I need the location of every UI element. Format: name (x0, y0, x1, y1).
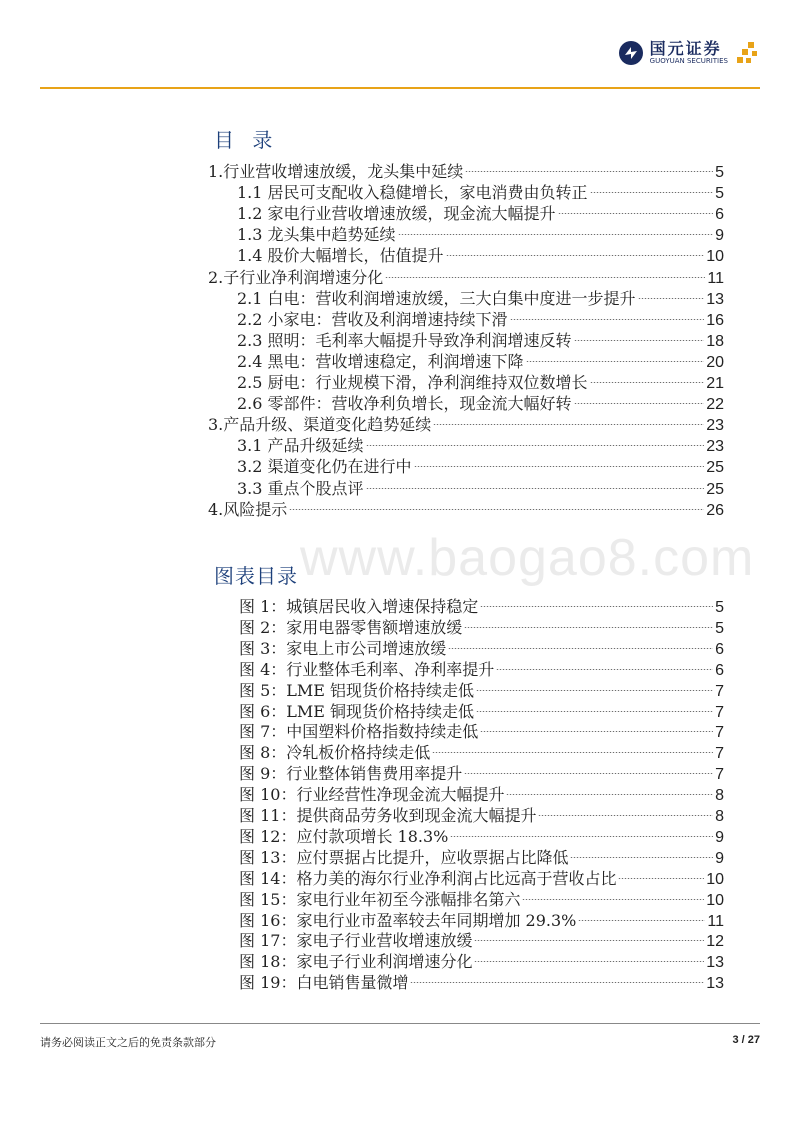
figure-entry-page: 6 (715, 661, 724, 679)
dot-leader (385, 277, 705, 278)
watermark: www.baogao8.com (300, 529, 755, 587)
figure-entry-page: 5 (715, 599, 724, 616)
figure-entry-label: 图 10：行业经营性净现金流大幅提升 (239, 785, 505, 805)
figure-entry[interactable] (239, 636, 724, 658)
figure-entry[interactable] (239, 866, 724, 888)
figure-entry-label: 图 14：格力美的海尔行业净利润占比远高于营收占比 (239, 868, 617, 888)
toc-entry[interactable] (237, 391, 724, 414)
dot-leader (474, 961, 704, 962)
company-logo (618, 40, 760, 66)
toc-entry-page: 23 (706, 438, 724, 456)
figure-entry-label: 图 5：LME 铝现货价格持续走低 (239, 680, 475, 700)
figure-entry-page: 8 (715, 787, 724, 805)
toc-entry-page: 23 (706, 417, 724, 435)
toc-entry[interactable] (237, 370, 724, 392)
toc-entry[interactable] (237, 243, 724, 266)
toc-entry-label: 3.产品升级、渠道变化趋势延续 (208, 415, 432, 435)
toc-entry-page: 9 (715, 227, 724, 245)
figure-entry[interactable] (239, 824, 724, 846)
toc-entry[interactable] (237, 433, 724, 456)
dot-leader (510, 319, 705, 320)
dot-leader (450, 836, 713, 837)
toc-entry[interactable] (208, 265, 724, 287)
figure-entry[interactable] (239, 719, 724, 742)
dot-leader (496, 669, 713, 670)
toc-entry-page: 16 (706, 311, 724, 329)
guoyuan-logo-icon (618, 40, 644, 66)
dot-leader (570, 857, 713, 858)
dot-leader (433, 424, 704, 425)
toc-entry[interactable] (237, 201, 724, 224)
figure-entry-label: 图 6：LME 铜现货价格持续走低 (239, 701, 475, 721)
dot-leader (526, 361, 705, 362)
toc-entry-label: 3.3 重点个股点评 (237, 478, 364, 498)
dot-leader (289, 509, 704, 510)
figure-entry-page: 7 (715, 724, 724, 742)
dot-leader (590, 382, 705, 383)
dot-leader (410, 982, 704, 983)
dot-leader (464, 627, 713, 628)
dot-leader (480, 731, 713, 732)
dot-leader (398, 234, 714, 235)
dot-leader (446, 255, 705, 256)
figure-entry-page: 11 (707, 912, 724, 930)
figure-entry[interactable] (239, 657, 724, 679)
figure-entry[interactable] (239, 970, 724, 993)
figure-entry-label: 图 1：城镇居民收入增速保持稳定 (239, 597, 479, 616)
figure-entry-page: 10 (706, 891, 724, 909)
dot-leader (574, 340, 705, 341)
toc-entry-label: 4.风险提示 (208, 499, 288, 519)
figure-entry-label: 图 7：中国塑料价格指数持续走低 (239, 722, 479, 742)
toc-entry-page: 13 (706, 290, 724, 308)
figure-entry-label: 图 11：提供商品劳务收到现金流大幅提升 (239, 806, 537, 825)
dot-leader (538, 815, 713, 816)
toc-entry-label: 2.3 照明：毛利率大幅提升导致净利润增速反转 (237, 330, 572, 350)
dot-leader (574, 403, 705, 404)
toc-entry-page: 25 (706, 459, 724, 477)
dot-leader (476, 711, 713, 712)
toc-entry-label: 1.2 家电行业营收增速放缓，现金流大幅提升 (237, 204, 556, 224)
figure-entry[interactable] (239, 887, 724, 909)
toc-entry-page: 5 (715, 164, 724, 181)
toc-title: 目 录 (214, 128, 279, 152)
figure-entry-label: 图 16：家电行业市盈率较去年同期增加 29.3% (239, 910, 577, 930)
figure-entry-page: 6 (715, 640, 724, 658)
logo-squares-icon (734, 40, 760, 66)
figure-entry[interactable] (239, 782, 724, 805)
dot-leader (432, 752, 713, 753)
figure-entry[interactable] (239, 908, 724, 930)
figure-entry-page: 9 (715, 828, 724, 846)
dot-leader (506, 794, 713, 795)
dot-leader (474, 940, 704, 941)
toc-entry-label: 2.5 厨电：行业规模下滑，净利润维持双位数增长 (237, 373, 588, 392)
toc-entry[interactable] (237, 286, 724, 308)
toc-entry[interactable] (237, 307, 724, 329)
toc-entry-page: 21 (706, 375, 724, 392)
dot-leader (448, 648, 713, 649)
figure-entry-page: 10 (706, 870, 724, 888)
figure-entry-page: 8 (715, 808, 724, 825)
toc-entry-label: 2.6 零部件：营收净利负增长，现金流大幅好转 (237, 394, 572, 414)
figures-title: 图表目录 (214, 564, 298, 588)
header-divider (40, 87, 760, 89)
dot-leader (522, 899, 704, 900)
figure-entry-label: 图 9：行业整体销售费用率提升 (239, 764, 463, 784)
figure-entry[interactable] (239, 699, 724, 721)
dot-leader (578, 920, 705, 921)
figure-entry-page: 7 (715, 766, 724, 784)
figure-entry-label: 图 3：家电上市公司增速放缓 (239, 638, 447, 658)
toc-entry-page: 10 (706, 248, 724, 266)
figure-entry-label: 图 4：行业整体毛利率、净利率提升 (239, 659, 495, 679)
figure-entry-label: 图 15：家电行业年初至今涨幅排名第六 (239, 889, 521, 909)
dot-leader (480, 606, 713, 607)
footer-divider (40, 1023, 760, 1024)
toc-entry[interactable] (208, 159, 724, 181)
figure-entry-label: 图 19：白电销售量微增 (239, 973, 409, 993)
footer-disclaimer: 请务必阅读正文之后的免责条款部分 (40, 1036, 216, 1049)
figure-entry-label: 图 13：应付票据占比提升，应收票据占比降低 (239, 847, 569, 867)
logo-english-name: GUOYUAN SECURITIES (649, 57, 728, 65)
logo-chinese-name: 国元证券 (649, 39, 722, 58)
figure-entry[interactable] (239, 845, 724, 867)
toc-entry-label: 1.1 居民可支配收入稳健增长，家电消费由负转正 (237, 183, 588, 203)
figure-entry-label: 图 8：冷轧板价格持续走低 (239, 743, 431, 763)
dot-leader (558, 213, 714, 214)
dot-leader (366, 488, 705, 489)
toc-entry[interactable] (237, 476, 724, 498)
figure-entry[interactable] (239, 740, 724, 763)
toc-entry-page: 25 (706, 480, 724, 498)
figure-entry-page: 7 (715, 745, 724, 763)
toc-entry-label: 1.行业营收增速放缓，龙头集中延续 (208, 162, 464, 181)
dot-leader (618, 878, 704, 879)
toc-entry-label: 3.2 渠道变化仍在进行中 (237, 457, 412, 477)
figure-entry[interactable] (239, 678, 724, 700)
figure-entry[interactable] (239, 594, 724, 616)
toc-entry-label: 2.2 小家电：营收及利润增速持续下滑 (237, 309, 508, 329)
toc-entry-page: 26 (706, 501, 724, 519)
figure-entry[interactable] (239, 928, 724, 951)
dot-leader (366, 445, 705, 446)
dot-leader (638, 298, 705, 299)
figure-entry-page: 12 (706, 933, 724, 951)
toc-entry-label: 1.4 股价大幅增长，估值提升 (237, 246, 444, 266)
toc-entry-page: 22 (706, 396, 724, 414)
toc-entry[interactable] (237, 180, 724, 203)
toc-entry-label: 2.4 黑电：营收增速稳定，利润增速下降 (237, 351, 524, 371)
figure-entry-label: 图 18：家电子行业利润增速分化 (239, 952, 473, 972)
dot-leader (414, 466, 705, 467)
figure-entry-label: 图 2：家用电器零售额增速放缓 (239, 617, 463, 637)
toc-entry-page: 11 (707, 269, 724, 287)
dot-leader (476, 690, 713, 691)
toc-entry-label: 1.3 龙头集中趋势延续 (237, 225, 396, 245)
figure-entry-label: 图 17：家电子行业营收增速放缓 (239, 931, 473, 951)
page-header (40, 0, 760, 90)
figure-entry[interactable] (239, 803, 724, 825)
toc-entry[interactable] (237, 222, 724, 245)
page-indicator: 3 / 27 (732, 1034, 760, 1046)
toc-entry[interactable] (237, 454, 724, 477)
figure-entry-page: 5 (715, 619, 724, 637)
figure-entry[interactable] (239, 949, 724, 972)
toc-entry[interactable] (208, 497, 724, 519)
dot-leader (465, 171, 713, 172)
toc-entry-label: 2.子行业净利润增速分化 (208, 267, 384, 287)
toc-entry-label: 3.1 产品升级延续 (237, 436, 364, 456)
figure-entry-page: 13 (706, 975, 724, 993)
figure-entry-page: 7 (715, 682, 724, 700)
figure-entry-page: 7 (715, 703, 724, 721)
figure-entry[interactable] (239, 761, 724, 784)
toc-entry-page: 18 (706, 332, 724, 350)
figure-entry-page: 13 (706, 954, 724, 972)
figure-entry-label: 图 12：应付款项增长 18.3% (239, 826, 449, 846)
figure-entry[interactable] (239, 615, 724, 637)
toc-entry-page: 5 (715, 185, 724, 203)
toc-entry-page: 6 (715, 206, 724, 224)
toc-entry[interactable] (237, 328, 724, 350)
toc-entry[interactable] (237, 349, 724, 371)
figure-entry-page: 9 (715, 849, 724, 867)
toc-entry-page: 20 (706, 353, 724, 371)
dot-leader (590, 192, 714, 193)
toc-entry[interactable] (208, 412, 724, 435)
toc-entry-label: 2.1 白电：营收利润增速放缓，三大白集中度进一步提升 (237, 288, 636, 308)
dot-leader (464, 773, 713, 774)
